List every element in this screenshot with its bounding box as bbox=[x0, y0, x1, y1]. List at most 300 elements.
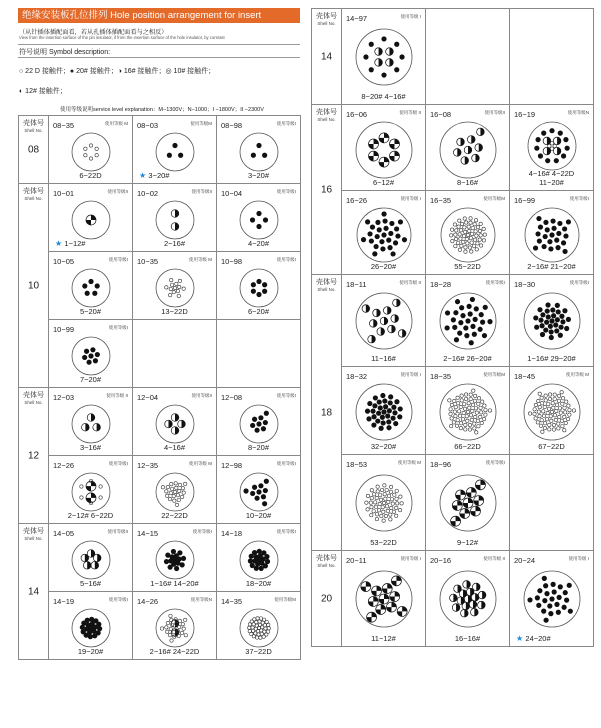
contact-caption: 2−16# 24−22D bbox=[149, 647, 200, 656]
contact-20 bbox=[388, 231, 393, 236]
contact-16 bbox=[387, 325, 395, 333]
contact-16 bbox=[460, 609, 468, 617]
contact-16 bbox=[362, 304, 370, 312]
shell-label: 壳体号 bbox=[23, 392, 44, 399]
service-level: 使用等级I bbox=[108, 325, 128, 330]
contact-16 bbox=[543, 147, 551, 155]
service-level: 使用等级 I bbox=[568, 556, 589, 561]
arrangement-code: 10−04 bbox=[221, 189, 243, 198]
arrangement-cell bbox=[426, 551, 510, 647]
contact-20 bbox=[372, 403, 377, 408]
insert-outline bbox=[156, 269, 194, 307]
insert-outline bbox=[156, 201, 194, 239]
insert-face-diagram bbox=[71, 132, 111, 172]
insert-outline bbox=[524, 384, 580, 440]
contact-20 bbox=[262, 153, 267, 158]
arrangement-code: 16−35 bbox=[430, 196, 452, 205]
arrangement-code: 18−96 bbox=[430, 460, 452, 469]
contact-caption: ★ 3−20# bbox=[139, 171, 170, 180]
insert-outline bbox=[441, 208, 495, 262]
contact-20 bbox=[381, 36, 386, 41]
contact-20 bbox=[373, 244, 378, 249]
contact-20 bbox=[565, 219, 570, 224]
contact-20 bbox=[260, 494, 265, 499]
service-level: 使用等级I bbox=[485, 280, 505, 285]
service-level: 使用等级 M bbox=[189, 257, 212, 262]
contact-20 bbox=[556, 231, 561, 236]
arrangement-cell bbox=[49, 320, 133, 388]
contact-caption: 5−20# bbox=[79, 307, 102, 316]
contact-16 bbox=[456, 138, 464, 146]
contact-20 bbox=[84, 618, 89, 623]
contact-20 bbox=[360, 237, 365, 242]
contact-20 bbox=[250, 423, 255, 428]
contact-12 bbox=[371, 585, 381, 595]
service-level: 使用等级 M bbox=[189, 461, 212, 466]
contact-20 bbox=[554, 328, 559, 333]
contact-20 bbox=[562, 590, 567, 595]
contact-16 bbox=[171, 414, 179, 422]
insert-face-diagram bbox=[439, 570, 497, 628]
contact-20 bbox=[380, 393, 385, 398]
arrangement-code: 08−35 bbox=[53, 121, 75, 130]
insert-face-diagram bbox=[239, 608, 279, 648]
contact-20 bbox=[381, 211, 386, 216]
contact-20 bbox=[465, 318, 470, 323]
contact-20 bbox=[543, 617, 548, 622]
insert-face-diagram bbox=[71, 336, 111, 376]
contact-caption: 19−20# bbox=[77, 647, 104, 656]
contact-20 bbox=[262, 420, 267, 425]
service-level: 使用等级I bbox=[276, 189, 296, 194]
left-arrangement-table bbox=[18, 115, 301, 660]
insert-face-diagram bbox=[71, 608, 111, 648]
view-note-en: View from the insertion surface of the pin insulator, if from the insertion surface of the hole insulator, by contrast bbox=[19, 35, 225, 40]
contact-caption: 4−16# 4−22D 11−20# bbox=[528, 169, 575, 187]
contact-12 bbox=[366, 612, 376, 622]
contact-20 bbox=[367, 231, 372, 236]
contact-20 bbox=[387, 400, 392, 405]
contact-20 bbox=[372, 395, 377, 400]
contact-caption: 26−20# bbox=[370, 262, 397, 271]
contact-12 bbox=[466, 487, 476, 497]
contact-20 bbox=[550, 307, 555, 312]
contact-20 bbox=[94, 283, 99, 288]
contact-16 bbox=[376, 327, 384, 335]
contact-20 bbox=[263, 479, 268, 484]
arrangement-code: 20−11 bbox=[346, 556, 367, 565]
insert-outline bbox=[156, 133, 194, 171]
contact-20 bbox=[88, 279, 93, 284]
arrangement-code: 18−53 bbox=[346, 460, 368, 469]
arrangement-cell bbox=[217, 320, 301, 388]
insert-outline bbox=[240, 609, 278, 647]
contact-20 bbox=[564, 325, 569, 330]
contact-20 bbox=[554, 238, 559, 243]
contact-20 bbox=[535, 137, 540, 142]
contact-20 bbox=[390, 251, 395, 256]
shell-label-en: Shell No. bbox=[317, 21, 336, 26]
contact-16 bbox=[164, 420, 172, 428]
contact-12 bbox=[386, 602, 396, 612]
contact-16 bbox=[390, 314, 398, 322]
insert-outline bbox=[72, 541, 110, 579]
contact-12 bbox=[379, 594, 389, 604]
contact-20 bbox=[387, 245, 392, 250]
contact-16 bbox=[472, 583, 480, 591]
divider bbox=[18, 57, 300, 58]
arrangement-cell bbox=[510, 191, 594, 275]
contact-20 bbox=[394, 226, 399, 231]
contact-20 bbox=[249, 217, 254, 222]
contact-20 bbox=[386, 425, 391, 430]
contact-20 bbox=[394, 41, 399, 46]
arrangement-cell bbox=[217, 388, 301, 456]
contact-caption: 13−22D bbox=[161, 307, 188, 316]
insert-face-diagram bbox=[239, 268, 279, 308]
contact-20 bbox=[562, 249, 567, 254]
contact-20 bbox=[551, 589, 556, 594]
contact-20 bbox=[365, 219, 370, 224]
contact-20 bbox=[397, 219, 402, 224]
contact-caption: 8−20# 4−16# bbox=[361, 92, 406, 101]
contact-20 bbox=[473, 306, 478, 311]
symbol-legend-2: ◐ 12# 接触件； bbox=[19, 88, 67, 95]
service-level: 使用等级 I bbox=[400, 556, 421, 561]
contact-20 bbox=[452, 324, 457, 329]
arrangement-cell bbox=[133, 524, 217, 592]
arrangement-code: 14−05 bbox=[53, 529, 75, 538]
service-level: 使用等级M bbox=[190, 121, 212, 126]
contact-20 bbox=[376, 411, 381, 416]
shell-label-en: Shell No. bbox=[24, 400, 43, 405]
insert-outline bbox=[72, 473, 110, 511]
contact-20 bbox=[543, 583, 548, 588]
contact-20 bbox=[468, 340, 473, 345]
insert-face-diagram bbox=[355, 474, 413, 532]
service-level: 使用等级I bbox=[276, 393, 296, 398]
contact-caption: 22−22D bbox=[161, 511, 188, 520]
contact-20 bbox=[254, 496, 259, 501]
arrangement-cell bbox=[342, 367, 426, 455]
view-note: （从针插体插配面看，若从孔插体插配面看与之相反） bbox=[19, 29, 168, 36]
contact-20 bbox=[554, 601, 559, 606]
contact-16 bbox=[553, 147, 561, 155]
contact-16 bbox=[553, 137, 561, 145]
contact-20 bbox=[263, 411, 268, 416]
contact-20 bbox=[401, 237, 406, 242]
service-level: 使用等级I bbox=[108, 461, 128, 466]
arrangement-code: 14−19 bbox=[53, 597, 75, 606]
insert-face-diagram bbox=[71, 540, 111, 580]
contact-20 bbox=[558, 324, 563, 329]
insert-face-diagram bbox=[155, 404, 195, 444]
contact-20 bbox=[550, 218, 555, 223]
contact-20 bbox=[258, 566, 263, 571]
contact-20 bbox=[395, 233, 400, 238]
contact-20 bbox=[547, 323, 552, 328]
contact-20 bbox=[177, 550, 182, 555]
service-level: 使用等级 M bbox=[105, 121, 128, 126]
arrangement-cell bbox=[133, 116, 217, 184]
contact-20 bbox=[555, 245, 560, 250]
insert-diagram-wrapper bbox=[439, 292, 497, 355]
service-level: 使用等级I bbox=[276, 529, 296, 534]
contact-caption: ★ 24−20# bbox=[516, 634, 551, 643]
contact-20 bbox=[170, 549, 175, 554]
contact-20 bbox=[541, 131, 546, 136]
contact-12 bbox=[368, 139, 378, 149]
arrangement-code: 10−98 bbox=[221, 257, 243, 266]
contact-caption: 32−20# bbox=[370, 442, 397, 451]
contact-20 bbox=[567, 608, 572, 613]
contact-20 bbox=[382, 218, 387, 223]
contact-20 bbox=[466, 303, 471, 308]
service-level: 使用等级I bbox=[108, 597, 128, 602]
contact-20 bbox=[256, 211, 261, 216]
contact-16 bbox=[369, 319, 377, 327]
contact-20 bbox=[544, 227, 549, 232]
shell-label-en: Shell No. bbox=[317, 117, 336, 122]
shell-number: 14 bbox=[27, 586, 40, 597]
arrangement-cell bbox=[49, 252, 133, 320]
contact-20 bbox=[534, 146, 539, 151]
contact-20 bbox=[262, 488, 267, 493]
arrangement-code: 12−04 bbox=[137, 393, 159, 402]
shell-number: 14 bbox=[320, 51, 333, 62]
contact-20 bbox=[557, 584, 562, 589]
arrangement-cell bbox=[133, 320, 217, 388]
insert-face-diagram bbox=[440, 207, 496, 263]
service-level: 使用等级II bbox=[484, 110, 505, 115]
shell-number-cell bbox=[312, 105, 342, 275]
contact-20 bbox=[370, 409, 375, 414]
insert-diagram-wrapper bbox=[523, 383, 581, 446]
contact-20 bbox=[94, 352, 99, 357]
arrangement-cell bbox=[49, 116, 133, 184]
arrangement-cell bbox=[426, 455, 510, 551]
contact-16 bbox=[543, 137, 551, 145]
service-level: 使用等级II bbox=[107, 189, 128, 194]
contact-20 bbox=[545, 158, 550, 163]
contact-20 bbox=[554, 317, 559, 322]
contact-20 bbox=[397, 406, 402, 411]
contact-20 bbox=[256, 489, 261, 494]
contact-20 bbox=[262, 282, 267, 287]
contact-20 bbox=[559, 313, 564, 318]
contact-20 bbox=[92, 358, 97, 363]
insert-face-diagram bbox=[239, 404, 279, 444]
insert-face-diagram bbox=[155, 268, 195, 308]
contact-20 bbox=[84, 291, 89, 296]
contact-20 bbox=[544, 319, 549, 324]
shell-label: 壳体号 bbox=[23, 528, 44, 535]
service-level: 使用等级 M bbox=[398, 460, 421, 465]
contact-20 bbox=[386, 419, 391, 424]
arrangement-cell bbox=[426, 105, 510, 191]
contact-20 bbox=[458, 320, 463, 325]
shell-number-cell bbox=[19, 524, 49, 660]
shell-label-en: Shell No. bbox=[317, 287, 336, 292]
shell-label: 壳体号 bbox=[316, 279, 337, 286]
contact-20 bbox=[243, 488, 248, 493]
star-icon: ★ bbox=[55, 239, 65, 248]
contact-caption: 4−20# bbox=[247, 239, 270, 248]
contact-caption: 67−22D bbox=[538, 442, 565, 451]
arrangement-cell bbox=[217, 116, 301, 184]
contact-20 bbox=[480, 319, 485, 324]
contact-20 bbox=[556, 594, 561, 599]
contact-20 bbox=[550, 581, 555, 586]
arrangement-code: 14−97 bbox=[346, 14, 368, 23]
contact-20 bbox=[557, 131, 562, 136]
arrangement-cell bbox=[133, 592, 217, 660]
contact-caption: 55−22D bbox=[454, 262, 481, 271]
insert-face-diagram bbox=[239, 132, 279, 172]
shell-number-cell bbox=[312, 275, 342, 551]
insert-outline bbox=[240, 133, 278, 171]
insert-diagram-wrapper bbox=[355, 383, 413, 446]
star-icon: ★ bbox=[516, 634, 526, 643]
contact-12 bbox=[382, 583, 392, 593]
arrangement-code: 10−05 bbox=[53, 257, 75, 266]
contact-20 bbox=[471, 331, 476, 336]
service-level: 使用等级M bbox=[483, 196, 505, 201]
contact-20 bbox=[92, 291, 97, 296]
contact-20 bbox=[381, 72, 386, 77]
contact-20 bbox=[534, 324, 539, 329]
contact-20 bbox=[478, 312, 483, 317]
contact-12 bbox=[391, 575, 401, 585]
arrangement-cell bbox=[426, 367, 510, 455]
shell-number-cell bbox=[312, 551, 342, 647]
contact-caption: 53−22D bbox=[370, 538, 397, 547]
contact-12 bbox=[379, 157, 389, 167]
arrangement-cell bbox=[510, 455, 594, 551]
arrangement-code: 14−26 bbox=[137, 597, 159, 606]
shell-label-en: Shell No. bbox=[24, 128, 43, 133]
arrangement-code: 16−99 bbox=[514, 196, 536, 205]
shell-number-cell bbox=[312, 9, 342, 105]
contact-20 bbox=[482, 304, 487, 309]
service-level: 使用等级I bbox=[276, 121, 296, 126]
contact-20 bbox=[367, 401, 372, 406]
insert-outline bbox=[156, 405, 194, 443]
arrangement-code: 16−08 bbox=[430, 110, 452, 119]
contact-20 bbox=[250, 289, 255, 294]
service-level: 使用等级 II bbox=[106, 393, 128, 398]
shell-number: 08 bbox=[27, 144, 40, 155]
insert-face-diagram bbox=[439, 474, 497, 532]
arrangement-code: 12−35 bbox=[137, 461, 159, 470]
contact-20 bbox=[390, 416, 395, 421]
contact-20 bbox=[450, 317, 455, 322]
insert-face-diagram bbox=[524, 207, 580, 263]
right-arrangement-table bbox=[311, 8, 594, 647]
contact-20 bbox=[256, 279, 261, 284]
insert-face-diagram bbox=[356, 207, 412, 263]
contact-caption: 6−12# bbox=[372, 178, 395, 187]
contact-caption: 2−12# 6−22D bbox=[67, 511, 114, 520]
contact-20 bbox=[394, 67, 399, 72]
shell-number: 12 bbox=[27, 450, 40, 461]
contact-16 bbox=[453, 584, 461, 592]
contact-20 bbox=[457, 330, 462, 335]
contact-20 bbox=[380, 246, 385, 251]
contact-16 bbox=[374, 58, 382, 66]
shell-label: 壳体号 bbox=[316, 13, 337, 20]
insert-face-diagram bbox=[439, 383, 497, 441]
service-level: 使用等级 II bbox=[399, 110, 421, 115]
insert-outline bbox=[72, 133, 110, 171]
insert-outline bbox=[356, 475, 412, 531]
contact-16 bbox=[478, 591, 486, 599]
insert-diagram-wrapper bbox=[440, 207, 496, 268]
insert-diagram-wrapper bbox=[355, 474, 413, 537]
contact-20 bbox=[533, 315, 538, 320]
contact-20 bbox=[532, 245, 537, 250]
contact-20 bbox=[256, 143, 261, 148]
arrangement-code: 12−03 bbox=[53, 393, 75, 402]
arrangement-code: 14−18 bbox=[221, 529, 243, 538]
insert-diagram-wrapper bbox=[523, 292, 581, 355]
contact-20 bbox=[444, 310, 449, 315]
arrangement-cell bbox=[133, 456, 217, 524]
contact-20 bbox=[368, 67, 373, 72]
arrangement-code: 20−24 bbox=[514, 556, 536, 565]
contact-20 bbox=[173, 566, 178, 571]
contact-20 bbox=[543, 220, 548, 225]
service-level: 使用等级II bbox=[191, 189, 212, 194]
contact-20 bbox=[90, 347, 95, 352]
contact-20 bbox=[89, 617, 94, 622]
insert-face-diagram bbox=[355, 121, 413, 179]
arrangement-cell bbox=[510, 367, 594, 455]
contact-20 bbox=[374, 234, 379, 239]
contact-20 bbox=[88, 353, 93, 358]
contact-20 bbox=[534, 595, 539, 600]
contact-20 bbox=[540, 312, 545, 317]
contact-20 bbox=[264, 554, 269, 559]
shell-number: 10 bbox=[27, 280, 40, 291]
contact-20 bbox=[548, 246, 553, 251]
contact-20 bbox=[538, 317, 543, 322]
insert-face-diagram bbox=[523, 292, 581, 350]
contact-12 bbox=[368, 596, 378, 606]
contact-20 bbox=[553, 158, 558, 163]
contact-caption: 8−20# bbox=[247, 443, 270, 452]
contact-caption: 6−20# bbox=[247, 307, 270, 316]
contact-20 bbox=[180, 556, 185, 561]
contact-20 bbox=[179, 562, 184, 567]
contact-12 bbox=[452, 500, 462, 510]
arrangement-code: 08−03 bbox=[137, 121, 159, 130]
insert-outline bbox=[356, 122, 412, 178]
contact-20 bbox=[542, 598, 547, 603]
arrangement-cell bbox=[133, 184, 217, 252]
contact-20 bbox=[472, 316, 477, 321]
contact-20 bbox=[258, 415, 263, 420]
contact-16 bbox=[367, 335, 375, 343]
contact-20 bbox=[369, 224, 374, 229]
contact-20 bbox=[548, 611, 553, 616]
contact-20 bbox=[376, 399, 381, 404]
contact-16 bbox=[380, 317, 388, 325]
contact-16 bbox=[91, 561, 99, 569]
shell-label: 壳体号 bbox=[316, 109, 337, 116]
contact-20 bbox=[548, 334, 553, 339]
insert-face-diagram bbox=[71, 404, 111, 444]
